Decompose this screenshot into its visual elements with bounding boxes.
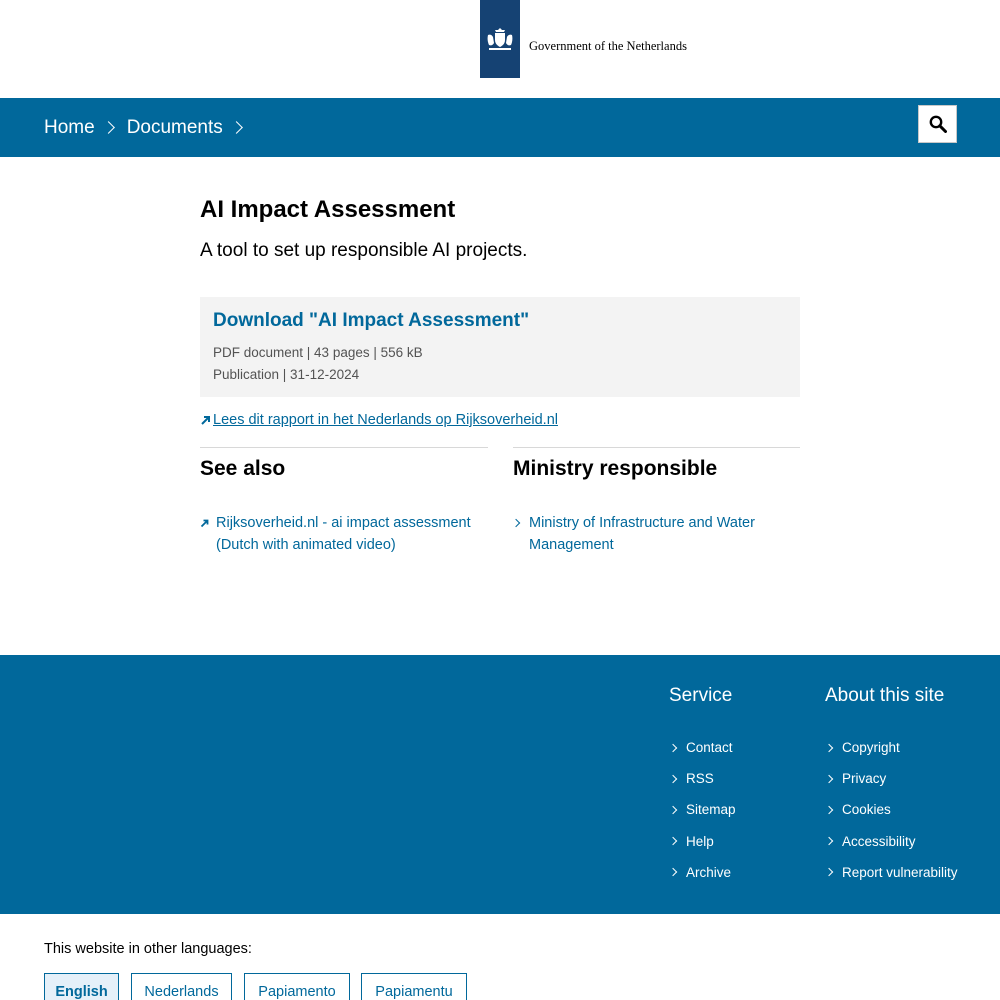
breadcrumb xyxy=(44,98,255,157)
language-papiamento-button[interactable]: Papiamento xyxy=(244,973,350,1000)
footer-link-label: Copyright xyxy=(842,740,900,756)
breadcrumb-home[interactable]: Home xyxy=(44,116,95,138)
footer-link-accessibility[interactable] xyxy=(825,826,958,857)
footer-link-label: Help xyxy=(686,833,714,849)
chevron-right-icon xyxy=(669,743,677,751)
external-arrow-icon xyxy=(200,414,212,426)
footer-link-label: Accessibility xyxy=(842,833,916,849)
footer-link-label: RSS xyxy=(686,771,714,787)
page-subtitle: A tool to set up responsible AI projects. xyxy=(200,240,528,261)
site-header xyxy=(0,0,1000,98)
footer-link-label: Cookies xyxy=(842,802,891,818)
footer-service-column xyxy=(669,685,736,888)
divider xyxy=(513,447,800,448)
footer-link-rss[interactable] xyxy=(669,763,736,794)
download-box xyxy=(200,297,800,397)
footer-link-sitemap[interactable] xyxy=(669,794,736,825)
breadcrumb-documents[interactable]: Documents xyxy=(126,116,223,138)
download-file-info: PDF document | 43 pages | 556 kB xyxy=(213,345,423,360)
footer-link-report-vulnerability[interactable] xyxy=(825,857,958,888)
footer-about-column xyxy=(825,685,958,888)
chevron-right-icon xyxy=(230,121,243,134)
ministry-link-line2: Management xyxy=(529,537,614,553)
language-nederlands-button[interactable]: Nederlands xyxy=(131,973,232,1000)
ministry-heading: Ministry responsible xyxy=(513,457,718,480)
site-name[interactable]: Government of the Netherlands xyxy=(529,39,687,53)
see-also-link-line1: Rijksoverheid.nl - ai impact assessment xyxy=(216,515,471,531)
footer-link-label: Contact xyxy=(686,740,733,756)
chevron-right-icon xyxy=(825,743,833,751)
see-also-link-line2: (Dutch with animated video) xyxy=(216,537,396,553)
page-title: AI Impact Assessment xyxy=(200,196,456,223)
footer-link-label: Sitemap xyxy=(686,802,736,818)
footer-link-contact[interactable] xyxy=(669,732,736,763)
footer-link-cookies[interactable] xyxy=(825,794,958,825)
dutch-version-link[interactable] xyxy=(200,412,558,428)
see-also-heading: See also xyxy=(200,457,286,480)
languages-label: This website in other languages: xyxy=(44,941,252,957)
download-link[interactable]: Download "AI Impact Assessment" xyxy=(213,310,530,331)
dutch-version-link-label: Lees dit rapport in het Nederlands op Rijksoverheid.nl xyxy=(213,412,558,428)
footer-link-label: Privacy xyxy=(842,771,887,787)
chevron-right-icon xyxy=(669,868,677,876)
search-icon xyxy=(929,115,947,133)
search-button[interactable] xyxy=(918,105,957,143)
see-also-link[interactable] xyxy=(200,512,471,556)
footer-link-label: Report vulnerability xyxy=(842,864,958,880)
ministry-link[interactable] xyxy=(513,512,755,556)
footer-link-copyright[interactable] xyxy=(825,732,958,763)
language-english-button[interactable]: English xyxy=(44,973,119,1000)
footer-link-archive[interactable] xyxy=(669,857,736,888)
chevron-right-icon xyxy=(669,837,677,845)
ministry-link-line1: Ministry of Infrastructure and Water xyxy=(529,515,755,531)
site-footer xyxy=(0,655,1000,914)
chevron-right-icon xyxy=(102,121,115,134)
download-publication-date: Publication | 31-12-2024 xyxy=(213,367,360,382)
footer-about-heading: About this site xyxy=(825,685,945,706)
navigation-bar xyxy=(0,98,1000,157)
coat-of-arms-icon xyxy=(484,25,516,53)
external-arrow-icon xyxy=(200,518,210,528)
chevron-right-icon xyxy=(825,837,833,845)
chevron-right-icon xyxy=(825,806,833,814)
footer-link-privacy[interactable] xyxy=(825,763,958,794)
government-logo[interactable] xyxy=(480,0,520,78)
language-papiamentu-button[interactable]: Papiamentu xyxy=(361,973,467,1000)
footer-link-help[interactable] xyxy=(669,826,736,857)
chevron-right-icon xyxy=(669,775,677,783)
chevron-right-icon xyxy=(825,775,833,783)
chevron-right-icon xyxy=(825,868,833,876)
footer-service-heading: Service xyxy=(669,685,733,706)
divider xyxy=(200,447,488,448)
chevron-right-icon xyxy=(669,806,677,814)
footer-link-label: Archive xyxy=(686,864,732,880)
